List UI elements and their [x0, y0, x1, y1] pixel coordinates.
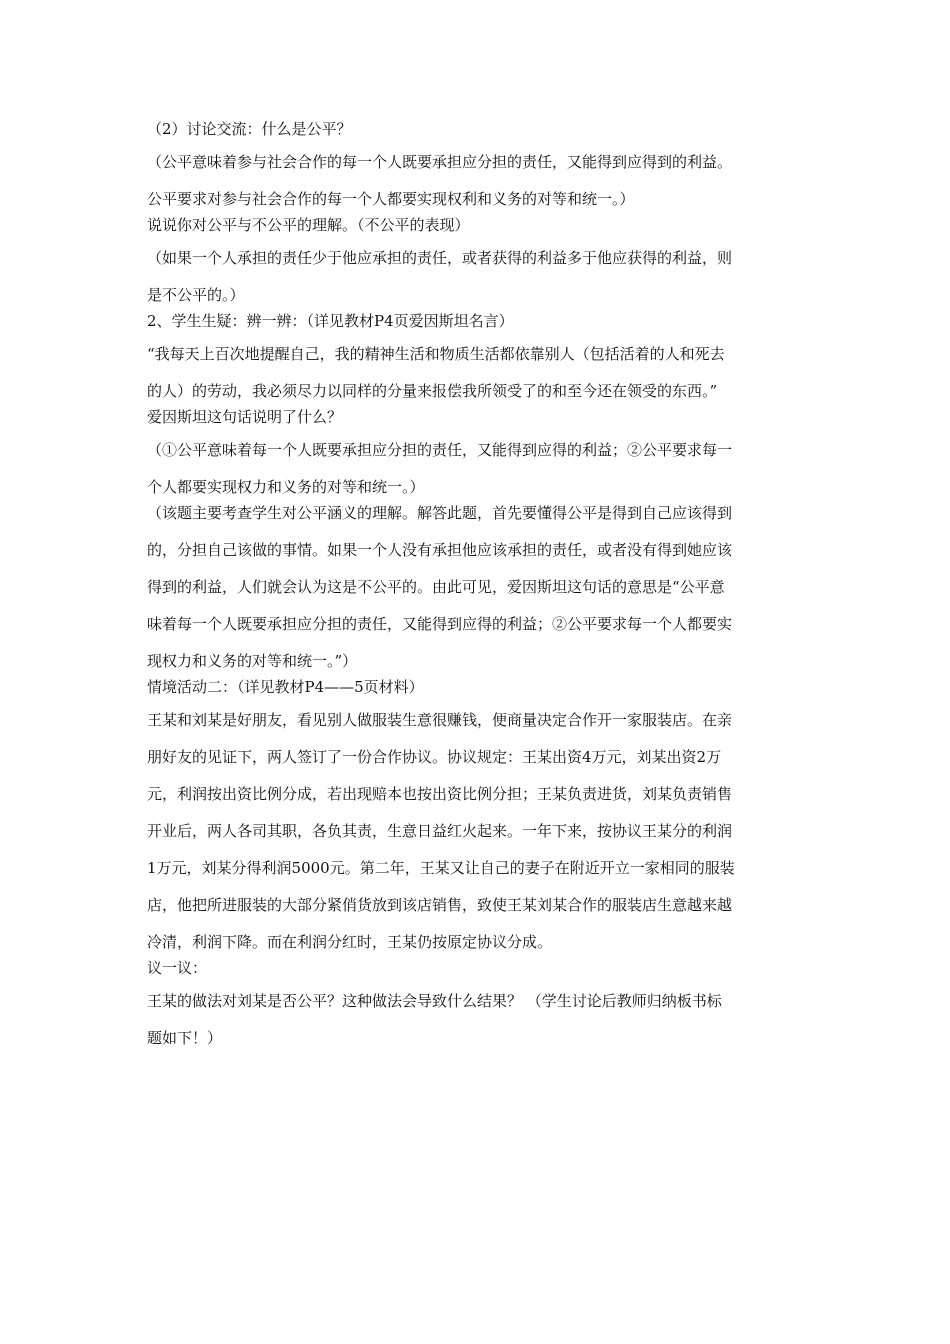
text-line: 情境活动二：（详见教材P4——5页材料） — [147, 678, 424, 696]
text-line: （如果一个人承担的责任少于他应承担的责任，或者获得的利益多于他应获得的利益，则 — [147, 249, 733, 267]
text-line: 开业后，两人各司其职，各负其责，生意日益红火起来。一年下来，按协议王某分的利润 — [147, 822, 733, 840]
text-line: 冷清，利润下降。而在利润分红时，王某仍按原定协议分成。 — [147, 933, 553, 951]
text-line: 爱因斯坦这句话说明了什么？ — [147, 408, 343, 426]
text-line: 公平要求对参与社会合作的每一个人都要实现权利和义务的对等和统一。） — [147, 190, 635, 208]
text-line: 的，分担自己该做的事情。如果一个人没有承担他应该承担的责任，或者没有得到她应该 — [147, 541, 733, 559]
text-line: “我每天上百次地提醒自己，我的精神生活和物质生活都依靠别人（包括活着的人和死去 — [147, 345, 725, 363]
text-line: 个人都要实现权力和义务的对等和统一。） — [147, 478, 425, 496]
text-line: 是不公平的。） — [147, 286, 245, 304]
text-line: 的人）的劳动，我必须尽力以同样的分量来报偿我所领受了的和至今还在领受的东西。” — [147, 382, 718, 400]
text-line: 得到的利益，人们就会认为这是不公平的。由此可见，爱因斯坦这句话的意思是“公平意 — [147, 578, 725, 596]
text-line: 味着每一个人既要承担应分担的责任，又能得到应得的利益；②公平要求每一个人都要实 — [147, 615, 733, 633]
text-line: （该题主要考查学生对公平涵义的理解。解答此题，首先要懂得公平是得到自己应该得到 — [147, 504, 733, 522]
text-line: 1万元，刘某分得利润5000元。第二年，王某又让自己的妻子在附近开立一家相同的服装 — [147, 859, 735, 877]
text-line: 现权力和义务的对等和统一。”） — [147, 652, 358, 670]
text-line: 王某和刘某是好朋友，看见别人做服装生意很赚钱，便商量决定合作开一家服装店。在亲 — [147, 711, 733, 729]
text-line: （①公平意味着每一个人既要承担应分担的责任，又能得到应得的利益；②公平要求每一 — [147, 441, 733, 459]
text-line: 议一议： — [147, 959, 208, 977]
text-line: 店，他把所进服装的大部分紧俏货放到该店销售，致使王某刘某合作的服装店生意越来越 — [147, 896, 733, 914]
text-line: 2、学生生疑：辨一辨：（详见教材P4页爱因斯坦名言） — [147, 312, 514, 330]
text-line: 元，利润按出资比例分成，若出现赔本也按出资比例分担；王某负责进货，刘某负责销售 — [147, 785, 733, 803]
document-page — [147, 119, 817, 1048]
text-line: 说说你对公平与不公平的理解。（不公平的表现） — [147, 216, 470, 234]
text-line: 王某的做法对刘某是否公平？这种做法会导致什么结果？ （学生讨论后教师归纳板书标 — [147, 992, 722, 1010]
text-line: （公平意味着参与社会合作的每一个人既要承担应分担的责任，又能得到应得到的利益。 — [147, 153, 733, 171]
text-line: （2）讨论交流：什么是公平？ — [147, 120, 352, 138]
text-line: 朋好友的见证下，两人签订了一份合作协议。协议规定：王某出资4万元，刘某出资2万 — [147, 748, 722, 766]
text-line: 题如下！） — [147, 1029, 223, 1047]
